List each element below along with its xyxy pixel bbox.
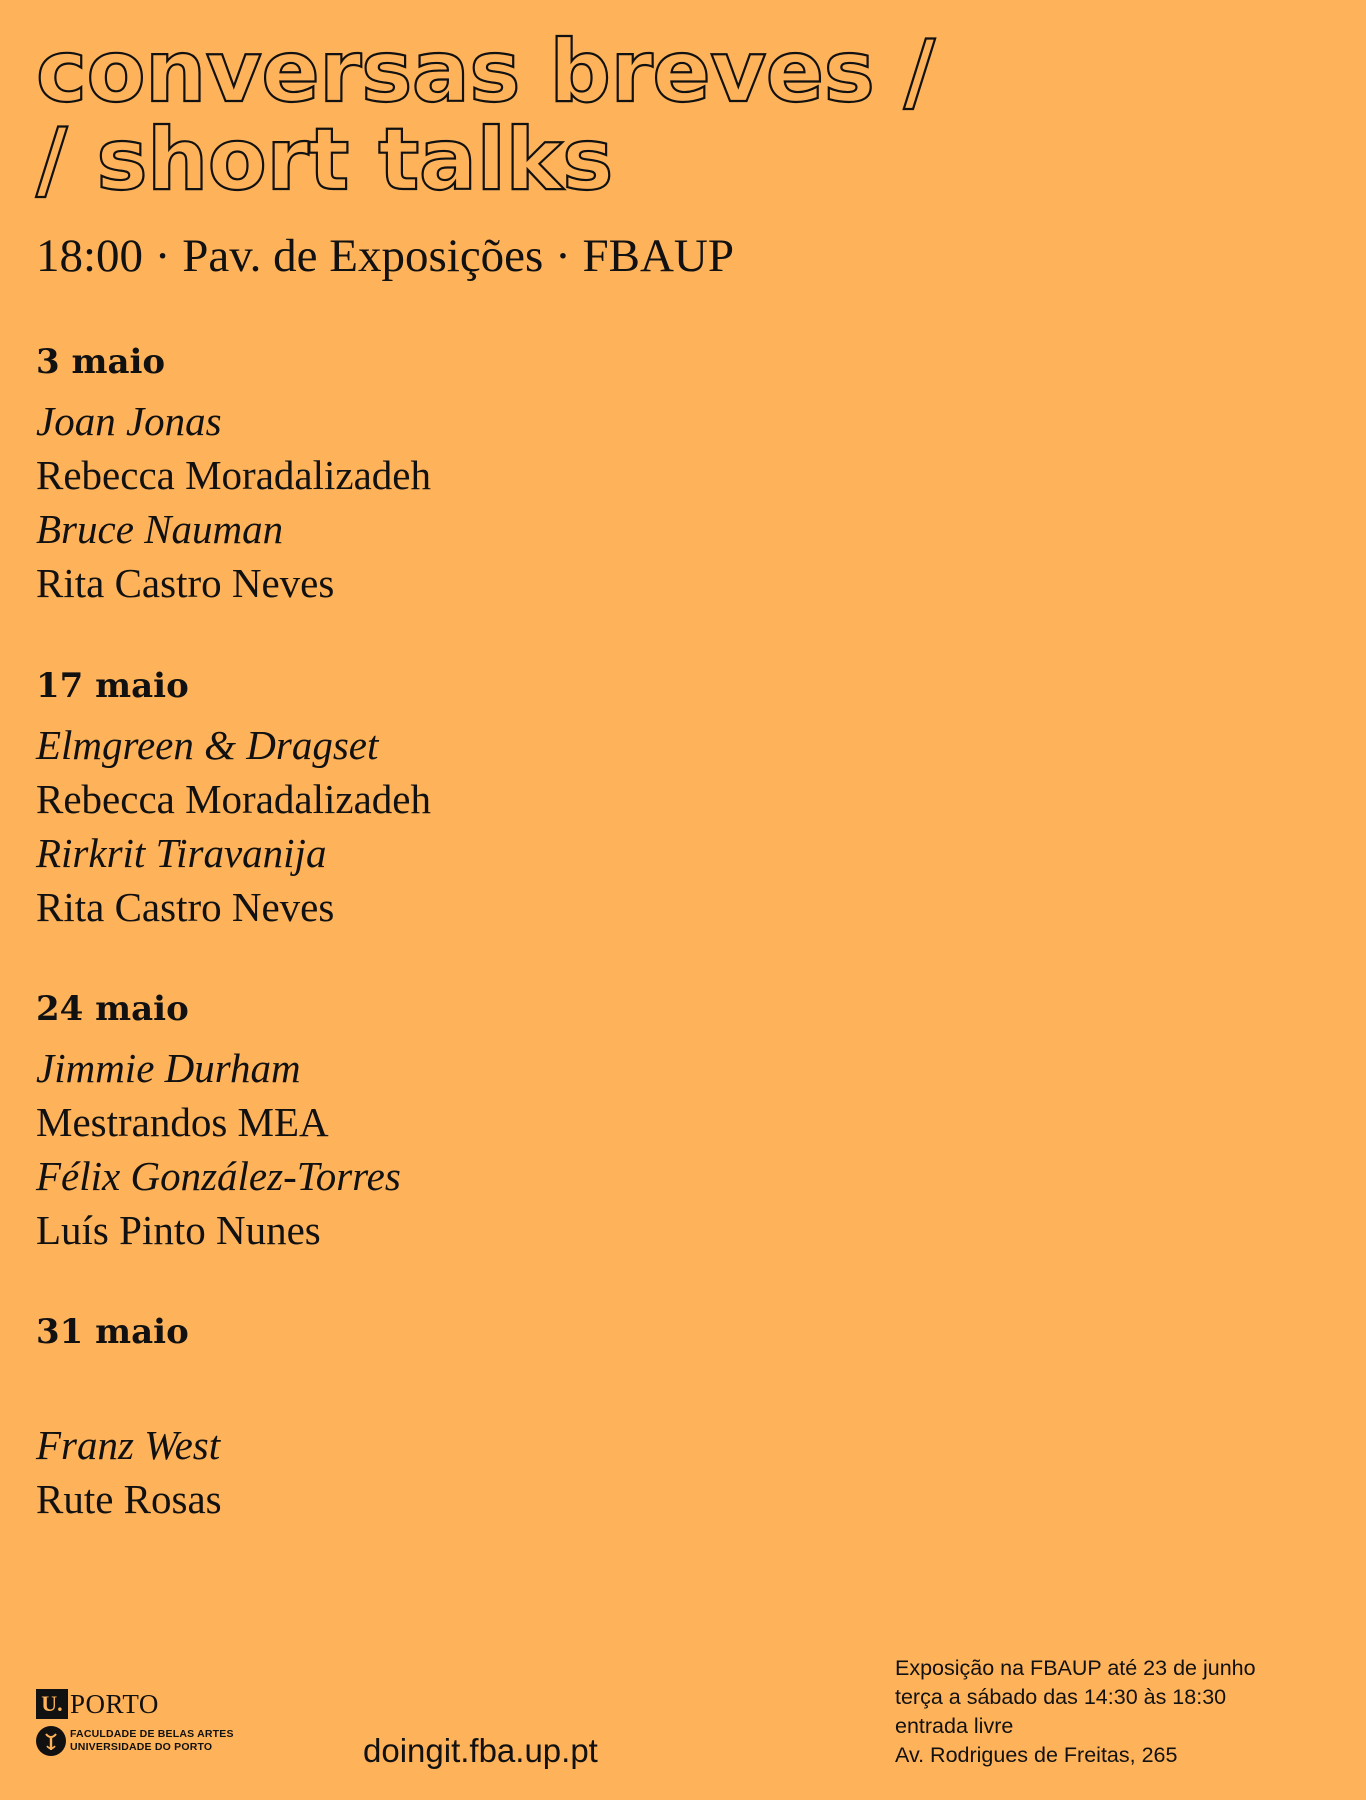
session-date: 17 maio — [36, 666, 189, 706]
artist-name: Félix González-Torres — [36, 1153, 401, 1199]
info-line: Exposição na FBAUP até 23 de junho — [895, 1656, 1256, 1680]
artist-name: Franz West — [36, 1422, 221, 1468]
logo-word: PORTO — [70, 1689, 159, 1719]
logo-faculty-name: FACULDADE DE BELAS ARTES — [70, 1728, 234, 1740]
speaker-name: Rita Castro Neves — [36, 884, 335, 930]
session-24-maio — [36, 987, 401, 1257]
session-3-maio — [36, 340, 431, 610]
session-date: 3 maio — [36, 342, 166, 382]
artist-name: Rirkrit Tiravanija — [36, 830, 327, 876]
artist-name: Elmgreen & Dragset — [36, 722, 379, 768]
artist-name: Joan Jonas — [36, 398, 222, 444]
session-date: 24 maio — [36, 989, 189, 1029]
speaker-name: Rita Castro Neves — [36, 560, 335, 606]
artist-name: Bruce Nauman — [36, 506, 284, 552]
speaker-name: Rebecca Moradalizadeh — [36, 776, 431, 822]
spacer — [36, 1364, 222, 1418]
info-line: entrada livre — [895, 1714, 1014, 1738]
session-date: 31 maio — [36, 1312, 189, 1352]
info-line: terça a sábado das 14:30 às 18:30 — [895, 1685, 1227, 1709]
poster-title — [36, 22, 935, 210]
website-url: doingit.fba.up.pt — [363, 1732, 598, 1769]
event-time-location: 18:00 · Pav. de Exposições · FBAUP — [36, 230, 735, 282]
university-logo — [36, 1688, 236, 1758]
speaker-name: Rute Rosas — [36, 1476, 222, 1522]
speaker-name: Rebecca Moradalizadeh — [36, 452, 431, 498]
speaker-name: Mestrandos MEA — [36, 1099, 329, 1145]
title-line-2: / short talks — [36, 110, 613, 210]
title-line-1: conversas breves / — [36, 22, 935, 122]
exhibition-info — [895, 1654, 1256, 1770]
logo-faculty — [36, 1726, 236, 1756]
logo-university-name: UNIVERSIDADE DO PORTO — [70, 1741, 213, 1753]
session-17-maio — [36, 664, 431, 934]
logo-wordmark — [36, 1688, 236, 1720]
artist-name: Jimmie Durham — [36, 1045, 301, 1091]
logo-box: U. — [36, 1689, 68, 1719]
seal-icon — [36, 1726, 66, 1756]
session-31-maio — [36, 1310, 222, 1526]
speaker-name: Luís Pinto Nunes — [36, 1207, 321, 1253]
info-line: Av. Rodrigues de Freitas, 265 — [895, 1743, 1178, 1767]
